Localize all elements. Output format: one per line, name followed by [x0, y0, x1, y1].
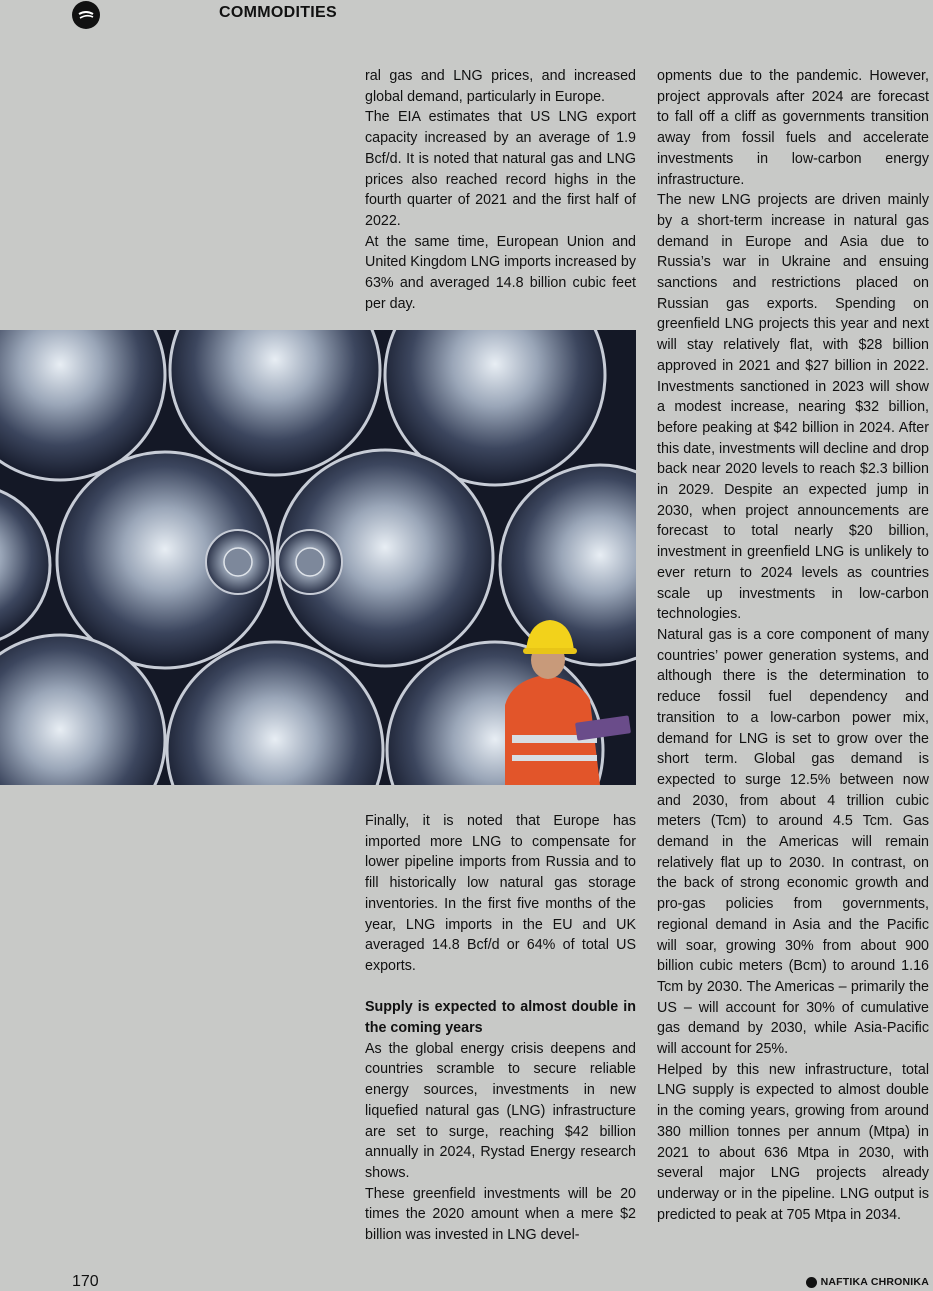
paragraph: Natural gas is a core component of many countries’ power generation systems, and although there is the determination to reduce fossil fuel dependency and transition to a low-carbon power mix, demand for LNG is set to grow over the short term. Global gas demand is expected to surge 12.5% between now and 2030, from about 4 trillion cubic meters (Tcm) to around 4.5 Tcm. Gas demand in the Americas will remain relatively flat up to 2030. In contrast, on the back of strong economic growth and pro-gas policies from governments, regional demand in Asia and the Pacific will soar, growing 30% from about 900 billion cubic meters (Bcm) to around 1.16 Tcm by 2030. The Americas – primarily the US – will account for 30% of cumulative gas demand by 2030, while Asia-Pacific will account for 25%.	[657, 626, 929, 1058]
paragraph: At the same time, European Union and United Kingdom LNG imports increased by 63% and averaged 14.8 billion cubic feet per day.	[365, 233, 636, 312]
article-column-middle-top	[365, 66, 636, 314]
paragraph: As the global energy crisis deepens and countries scramble to secure reliable energy sources, investments in new liquefied natural gas (LNG) infrastructure are set to surge, reaching $42 billion annually in 2024, Rystad Energy research shows.	[365, 1040, 636, 1181]
paragraph: Finally, it is noted that Europe has imported more LNG to compensate for lower pipeline imports from Russia and to fill historically low natural gas storage inventories. In the first five months of the year, LNG imports in the EU and UK averaged 14.8 Bcf/d or 64% of total US exports.	[365, 813, 636, 974]
paragraph: ral gas and LNG prices, and increased global demand, particularly in Europe.	[365, 68, 636, 105]
paragraph: These greenfield investments will be 20 times the 2020 amount when a mere $2 billion was invested in LNG devel-	[365, 1185, 636, 1244]
brand-name: NAFTIKA CHRONIKA	[820, 1276, 929, 1288]
pipes-photo	[0, 330, 636, 785]
magazine-logo-icon	[72, 1, 100, 29]
section-title: COMMODITIES	[219, 4, 337, 21]
paragraph: opments due to the pandemic. However, project approvals after 2024 are forecast to fall off a cliff as governments transition away from fossil fuels and accelerate investments in low-carbon energy infrastructure.	[657, 68, 929, 188]
page-number: 170	[72, 1273, 99, 1290]
paragraph: The new LNG projects are driven mainly by a short-term increase in natural gas demand in Europe and Asia due to Russia’s war in Ukraine and ensuing sanctions and restrictions placed on Russian gas exports. Spending on greenfield LNG projects this year and next will stay relatively flat, with $28 billion approved in 2021 and $27 billion in 2022. Investments sanctioned in 2023 will show a modest increase, nearing $32 billion, before peaking at $42 billion in 2024. After this date, investments will decline and drop back near 2020 levels to reach $2.3 billion in 2029. Despite an expected jump in 2030, when project announcements are forecast to total nearly $20 billion, investment in greenfield LNG is unlikely to ever return to 2024 levels as countries scale up investments in low-carbon technologies.	[657, 192, 929, 623]
article-column-right	[657, 66, 929, 1225]
subheading: Supply is expected to almost double in the coming years	[365, 999, 636, 1037]
footer-brand	[806, 1276, 929, 1288]
paragraph: Helped by this new infrastructure, total LNG supply is expected to almost double in the coming years, growing from around 380 million tonnes per annum (Mtpa) in 2021 to about 636 Mtpa in 2030, with several major LNG projects already underway or in the pipeline. LNG output is predicted to peak at 705 Mtpa in 2034.	[657, 1061, 929, 1223]
article-column-middle-bottom	[365, 811, 636, 1246]
paragraph: The EIA estimates that US LNG export capacity increased by an average of 1.9 Bcf/d. It is noted that natural gas and LNG prices also reached record highs in the fourth quarter of 2021 and the first half of 2022.	[365, 109, 636, 229]
brand-logo-icon	[806, 1277, 817, 1288]
